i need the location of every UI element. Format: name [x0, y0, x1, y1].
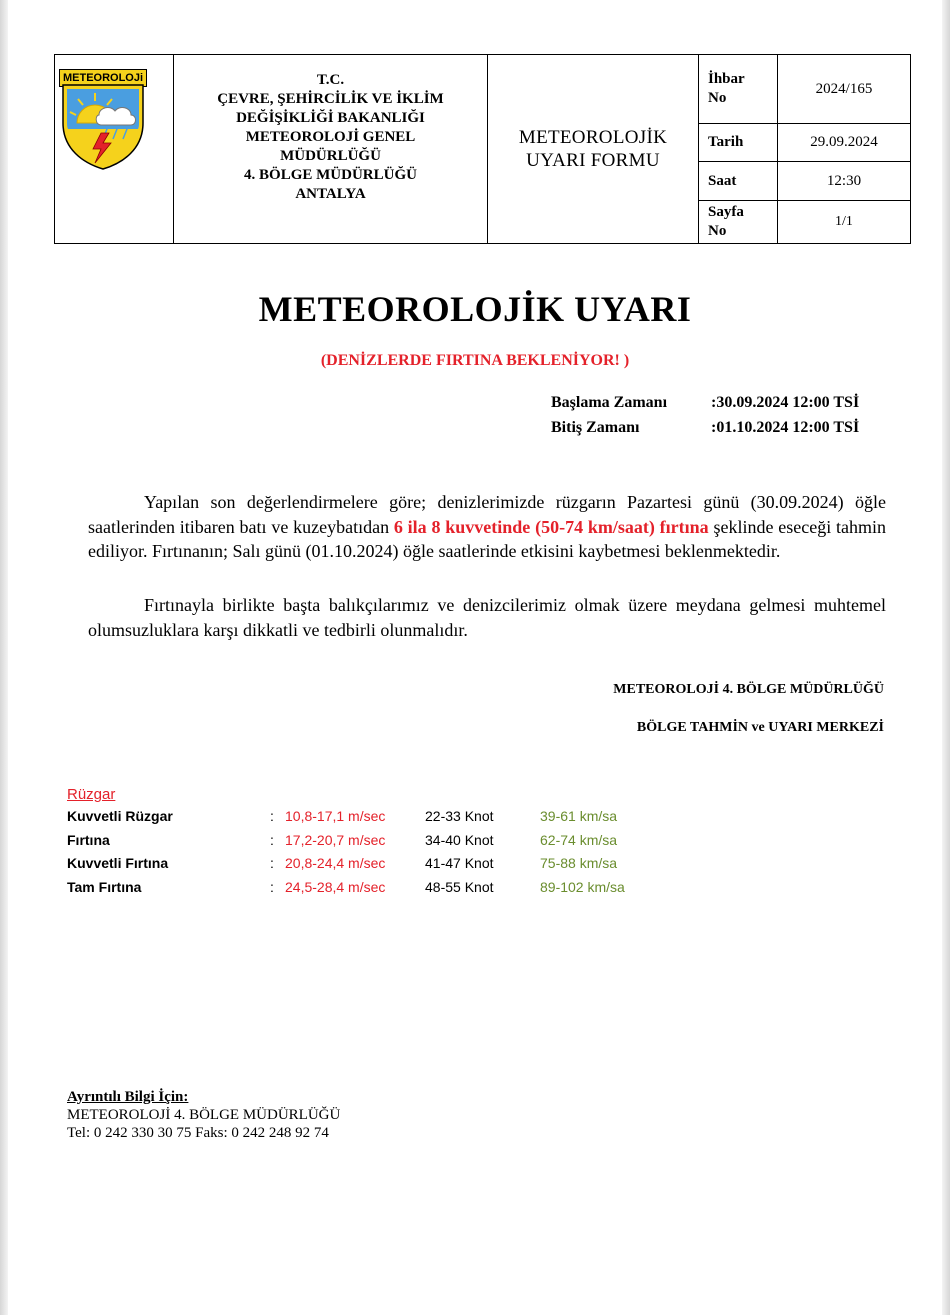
org-line: 4. BÖLGE MÜDÜRLÜĞÜ	[244, 167, 417, 183]
colon: :	[270, 879, 274, 895]
header-table	[54, 54, 911, 244]
page-title: METEOROLOJİK UYARI	[258, 289, 692, 329]
colon: :	[270, 855, 274, 871]
org-line: METEOROLOJİ GENEL	[245, 129, 416, 145]
notice-number-label	[698, 54, 778, 124]
page-edge-right	[942, 0, 950, 1315]
wind-ms: 10,8-17,1 m/sec	[285, 808, 386, 824]
page-edge-left	[0, 0, 8, 1315]
start-time-value: :30.09.2024 12:00 TSİ	[711, 394, 860, 411]
label-line: Saat	[708, 172, 737, 189]
form-title	[487, 54, 699, 244]
wind-category: Fırtına	[67, 832, 110, 848]
footer-org: METEOROLOJİ 4. BÖLGE MÜDÜRLÜĞÜ	[67, 1107, 341, 1123]
logo-text: METEOROLOJi	[59, 69, 147, 87]
colon: :	[270, 808, 274, 824]
org-line: ÇEVRE, ŞEHİRCİLİK VE İKLİM	[217, 91, 444, 107]
wind-row	[0, 855, 700, 879]
wind-category: Tam Fırtına	[67, 879, 142, 895]
org-line: DEĞİŞİKLİĞİ BAKANLIĞI	[236, 110, 425, 126]
date-value: 29.09.2024	[777, 123, 911, 162]
org-line: MÜDÜRLÜĞÜ	[280, 148, 381, 164]
label-line: Tarih	[708, 134, 744, 150]
label-line: No	[708, 90, 727, 106]
wind-ms: 17,2-20,7 m/sec	[285, 832, 386, 848]
wind-knot: 41-47 Knot	[425, 855, 494, 871]
notice-number-value: 2024/165	[777, 54, 911, 124]
storm-highlight: 6 ila 8 kuvvetinde (50-74 km/saat) fırtına	[393, 516, 709, 537]
label-line: Sayfa	[708, 204, 744, 220]
end-time-value: :01.10.2024 12:00 TSİ	[711, 419, 860, 436]
wind-category: Kuvvetli Fırtına	[67, 855, 169, 871]
warning-paragraph-2	[88, 593, 886, 642]
page-number-label	[698, 200, 778, 244]
start-time-label: Başlama Zamanı	[551, 394, 668, 411]
org-line: T.C.	[316, 72, 345, 88]
form-title-line: METEOROLOJİK	[518, 127, 668, 148]
signature-line-2: BÖLGE TAHMİN ve UYARI MERKEZİ	[636, 720, 884, 735]
paragraph-text: şeklinde eseceği tahmin ediliyor. Fırtınanın; Salı günü (01.10.2024) öğle saatlerinde etkisini kaybetmesi beklenmektedir.	[88, 516, 887, 561]
page-number-value: 1/1	[777, 200, 911, 244]
warning-paragraph-1	[88, 490, 886, 564]
organization-block	[173, 54, 488, 244]
wind-row	[0, 808, 700, 832]
wind-scale-title: Rüzgar	[67, 786, 116, 803]
wind-ms: 24,5-28,4 m/sec	[285, 879, 386, 895]
paragraph-text: Fırtınayla birlikte başta balıkçılarımız ve denizcilerimiz olmak üzere meydana gelmesi muhtemel olumsuzluklara karşı dikkatli ve tedbirli olunmalıdır.	[88, 595, 886, 640]
wind-kmh: 89-102 km/sa	[540, 879, 625, 895]
wind-category: Kuvvetli Rüzgar	[67, 808, 173, 824]
org-line: ANTALYA	[295, 186, 366, 202]
footer-phone: Tel: 0 242 330 30 75 Faks: 0 242 248 92 74	[67, 1125, 329, 1141]
colon: :	[270, 832, 274, 848]
wind-kmh: 39-61 km/sa	[540, 808, 618, 824]
form-title-line: UYARI FORMU	[526, 150, 660, 171]
contact-footer	[67, 1088, 340, 1142]
label-line: İhbar	[708, 71, 745, 87]
meteorology-logo-icon	[61, 83, 145, 171]
wind-row	[0, 832, 700, 856]
label-line: No	[708, 223, 727, 239]
time-value: 12:30	[777, 161, 911, 201]
wind-kmh: 62-74 km/sa	[540, 832, 618, 848]
wind-kmh: 75-88 km/sa	[540, 855, 618, 871]
wind-scale-table	[0, 808, 700, 908]
footer-title: Ayrıntılı Bilgi İçin:	[67, 1089, 189, 1105]
logo-cell	[54, 54, 174, 244]
date-label	[698, 123, 778, 162]
paragraph-text: Yapılan son değerlendirmelere göre; denizlerimizde rüzgarın Pazartesi günü (30.09.2024) öğle saatlerinden itibaren batı ve kuzeybatıdan	[88, 492, 886, 537]
time-label	[698, 161, 778, 201]
signature-line-1: METEOROLOJİ 4. BÖLGE MÜDÜRLÜĞÜ	[613, 682, 884, 697]
end-time-label: Bitiş Zamanı	[551, 419, 640, 436]
wind-knot: 48-55 Knot	[425, 879, 494, 895]
wind-knot: 34-40 Knot	[425, 832, 494, 848]
wind-knot: 22-33 Knot	[425, 808, 494, 824]
wind-ms: 20,8-24,4 m/sec	[285, 855, 386, 871]
wind-row	[0, 879, 700, 903]
warning-subtitle: (DENİZLERDE FIRTINA BEKLENİYOR! )	[320, 352, 630, 369]
